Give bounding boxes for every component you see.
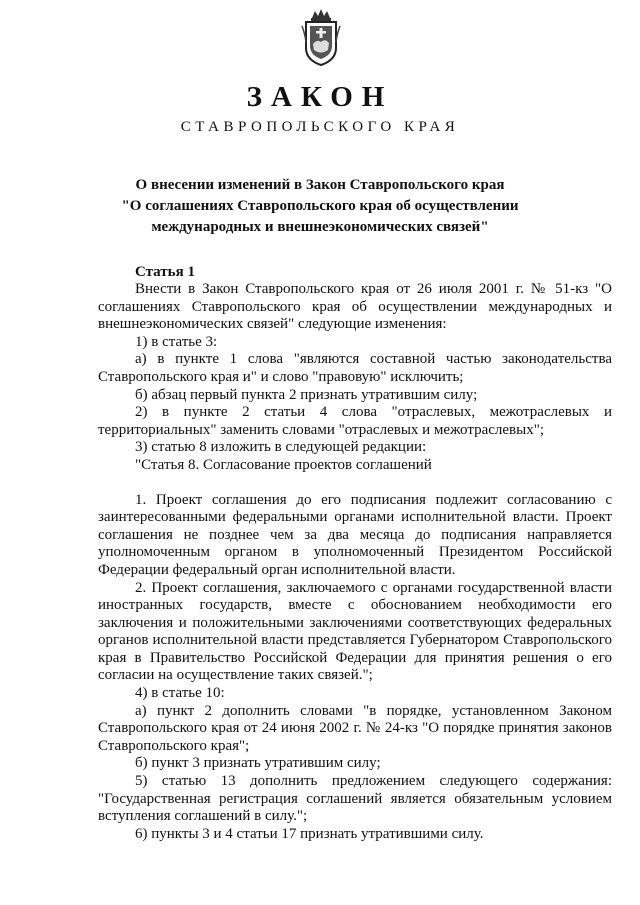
paragraph: Внести в Закон Ставропольского края от 26 июля 2001 г. № 51-кз "О соглашениях Ставропольского края об осуществлении международных и внешнеэкономических связей" следующие изменения: bbox=[98, 281, 612, 333]
paragraph: 2. Проект соглашения, заключаемого с органами государственной власти иностранных государств, вместе с обоснованием необходимости его заключения и положительными заключениями соответствующих федеральных органов исполнительной власти представляется Губернатором Ставропольского края в Правительство Российской Федерации для принятия решения о его согласии на осуществление таких связей."; bbox=[98, 579, 612, 684]
paragraph: б) пункт 3 признать утратившим силу; bbox=[135, 755, 381, 772]
paragraph: б) абзац первый пункта 2 признать утратившим силу; bbox=[135, 386, 478, 403]
subject-line: О внесении изменений в Закон Ставропольского края bbox=[135, 177, 505, 193]
paragraph: 1. Проект соглашения до его подписания подлежит согласованию с заинтересованными федеральными органами исполнительной власти. Проект соглашения не позднее чем за два месяца до подписания направляется уполномоченным органом в уполномоченный Президентом Российской Федерации федеральный орган исполнительной власти. bbox=[98, 491, 612, 578]
paragraph: а) в пункте 1 слова "являются составной частью законодательства Ставропольского края и" и слово "правовую" исключить; bbox=[98, 351, 612, 385]
article-heading: Статья 1 bbox=[135, 264, 195, 280]
subject-line: международных и внешнеэкономических связей" bbox=[151, 219, 489, 235]
paragraph: 1) в статье 3: bbox=[135, 333, 218, 350]
quoted-article-title: "Статья 8. Согласование проектов соглашений bbox=[135, 456, 432, 473]
law-title: ЗАКОН bbox=[246, 81, 394, 113]
article-body bbox=[98, 263, 612, 843]
law-subject bbox=[110, 175, 530, 238]
region-name: СТАВРОПОЛЬСКОГО КРАЯ bbox=[180, 119, 460, 135]
paragraph: 5) статью 13 дополнить предложением следующего содержания: "Государственная регистрация соглашений является обязательным условием вступления соглашений в силу."; bbox=[98, 773, 612, 825]
paragraph: а) пункт 2 дополнить словами "в порядке, установленном Законом Ставропольского края от 24 июня 2002 г. № 24-кз "О порядке принятия законов Ставропольского края"; bbox=[98, 702, 612, 754]
paragraph: 3) статью 8 изложить в следующей редакции: bbox=[135, 439, 427, 456]
paragraph: 4) в статье 10: bbox=[135, 685, 225, 702]
paragraph: 2) в пункте 2 статьи 4 слова "отраслевых, межотраслевых и территориальных" заменить словами "отраслевых и межотраслевых"; bbox=[98, 404, 612, 438]
subject-line: "О соглашениях Ставропольского края об осуществлении bbox=[121, 198, 519, 214]
coat-of-arms-icon bbox=[300, 8, 342, 66]
paragraph: 6) пункты 3 и 4 статьи 17 признать утратившими силу. bbox=[135, 825, 484, 842]
